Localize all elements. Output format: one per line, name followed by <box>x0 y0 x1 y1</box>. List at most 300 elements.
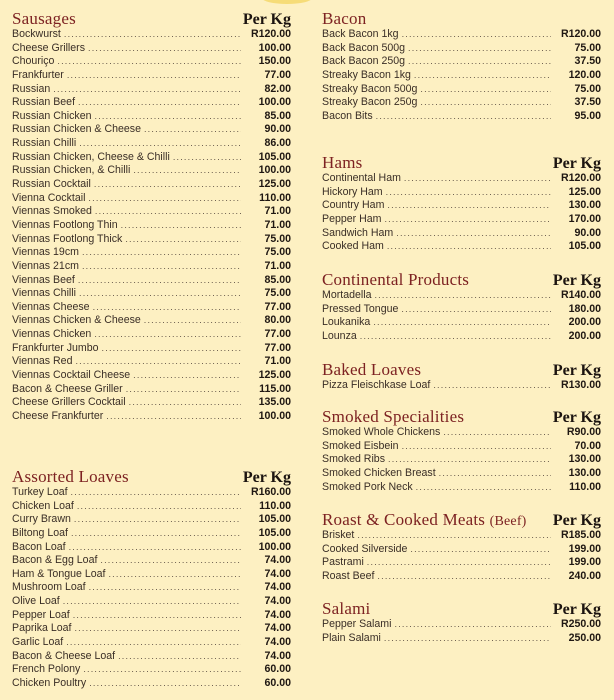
item-price: 199.00 <box>568 542 601 555</box>
item-price: 90.00 <box>574 226 601 239</box>
item-price: 250.00 <box>568 631 601 644</box>
section-title-text: Salami <box>322 599 371 618</box>
menu-item <box>12 383 291 397</box>
unit-label: Per Kg <box>552 272 601 289</box>
dot-leader <box>71 486 241 500</box>
item-price: R120.00 <box>560 172 601 184</box>
menu-item <box>12 314 291 328</box>
item-price: 130.00 <box>568 453 601 466</box>
item-price: 71.00 <box>264 218 291 231</box>
menu-item <box>322 556 601 570</box>
item-name: Viennas Beef <box>12 273 75 286</box>
dot-leader <box>73 609 241 623</box>
dot-leader <box>125 233 241 247</box>
item-price: 75.00 <box>264 246 291 259</box>
menu-item <box>322 240 601 254</box>
item-price: 74.00 <box>264 567 291 580</box>
menu-item <box>322 440 601 454</box>
dot-leader <box>420 83 551 97</box>
item-name: Pizza Fleischkase Loaf <box>322 379 431 391</box>
item-name: Back Bacon 1kg <box>322 28 399 40</box>
dot-leader <box>374 289 551 303</box>
item-name: Frankfurter Jumbo <box>12 341 99 354</box>
item-price: 74.00 <box>264 554 291 567</box>
item-name: French Polony <box>12 663 81 676</box>
dot-leader <box>106 410 241 424</box>
dot-leader <box>94 328 241 342</box>
dot-leader <box>88 42 241 56</box>
menu-item <box>12 301 291 315</box>
menu-item <box>12 69 291 83</box>
section-assorted-loaves <box>12 467 291 691</box>
dot-leader <box>83 663 241 677</box>
section-header <box>12 9 291 28</box>
item-price: 77.00 <box>264 68 291 81</box>
section-title <box>322 360 421 380</box>
menu-item <box>12 513 291 527</box>
menu-item <box>12 541 291 555</box>
menu-item <box>322 467 601 481</box>
item-name: Lounza <box>322 329 357 342</box>
item-name: Plain Salami <box>322 631 381 644</box>
menu-item <box>12 123 291 137</box>
dot-leader <box>173 151 241 165</box>
section-hams <box>322 153 601 254</box>
item-price: 74.00 <box>264 622 291 635</box>
dot-leader <box>53 83 241 97</box>
menu-item <box>322 632 601 646</box>
item-price: 199.00 <box>568 556 601 569</box>
item-price: R90.00 <box>566 426 601 438</box>
section-title <box>322 599 370 619</box>
menu-item <box>12 328 291 342</box>
item-price: 130.00 <box>568 466 601 479</box>
unit-label: Per Kg <box>242 11 291 28</box>
item-price: 100.00 <box>258 409 291 422</box>
menu-item <box>322 83 601 97</box>
dot-leader <box>377 570 551 584</box>
dot-leader <box>95 205 241 219</box>
item-price: R185.00 <box>560 529 601 541</box>
item-price: 105.00 <box>258 526 291 539</box>
dot-leader <box>144 314 241 328</box>
dot-leader <box>408 55 551 69</box>
dot-leader <box>118 650 241 664</box>
menu-item <box>12 110 291 124</box>
item-name: Sandwich Ham <box>322 226 394 239</box>
dot-leader <box>416 481 551 495</box>
dot-leader <box>395 618 552 632</box>
menu-item <box>322 570 601 584</box>
section-title-text: Assorted Loaves <box>12 467 129 486</box>
item-price: 95.00 <box>574 109 601 122</box>
item-name: Russian Chicken & Cheese <box>12 123 141 136</box>
item-price: 71.00 <box>264 259 291 272</box>
dot-leader <box>388 453 551 467</box>
item-price: 170.00 <box>568 212 601 225</box>
item-name: Roast Beef <box>322 569 375 582</box>
item-name: Pepper Ham <box>322 212 382 225</box>
item-name: Bacon Loaf <box>12 540 66 553</box>
dot-leader <box>401 303 551 317</box>
dot-leader <box>367 556 551 570</box>
item-price: 60.00 <box>264 676 291 689</box>
item-name: Russian Chilli <box>12 137 77 150</box>
menu-item <box>12 622 291 636</box>
menu-item <box>12 369 291 383</box>
item-name: Viennas Red <box>12 355 73 368</box>
section-title-text: Baked Loaves <box>322 360 422 379</box>
menu-item <box>322 303 601 317</box>
item-price: 105.00 <box>258 513 291 526</box>
item-price: 74.00 <box>264 649 291 662</box>
item-name: Russian <box>12 82 51 95</box>
item-name: Bacon & Egg Loaf <box>12 554 98 567</box>
item-name: Frankfurter <box>12 68 64 81</box>
item-price: R140.00 <box>560 289 601 301</box>
dot-leader <box>57 55 241 69</box>
dot-leader <box>121 219 241 233</box>
item-price: 100.00 <box>258 41 291 54</box>
menu-item <box>322 379 601 393</box>
dot-leader <box>93 301 241 315</box>
item-name: Viennas Cocktail Cheese <box>12 369 131 382</box>
dot-leader <box>384 632 551 646</box>
section-baked-loaves <box>322 360 601 393</box>
unit-label: Per Kg <box>552 409 601 426</box>
menu-item <box>12 83 291 97</box>
section-header <box>322 510 601 529</box>
section-subtitle: (Beef) <box>489 514 527 529</box>
decorative-shape <box>262 0 312 4</box>
item-name: Viennas Footlong Thin <box>12 218 118 231</box>
item-name: Mortadella <box>322 289 372 301</box>
dot-leader <box>89 581 241 595</box>
menu-item <box>12 609 291 623</box>
menu-item <box>12 500 291 514</box>
item-price: 75.00 <box>574 82 601 95</box>
dot-leader <box>133 164 241 178</box>
section-salami <box>322 599 601 645</box>
section-title <box>322 9 366 29</box>
item-name: Russian Beef <box>12 96 76 109</box>
item-price: 70.00 <box>574 439 601 452</box>
section-header <box>322 599 601 618</box>
item-price: 100.00 <box>258 164 291 177</box>
section-bacon <box>322 9 601 123</box>
item-name: Cheese Grillers <box>12 41 86 54</box>
dot-leader <box>79 137 241 151</box>
item-name: Streaky Bacon 500g <box>322 82 418 95</box>
section-title-text: Sausages <box>12 9 76 28</box>
dot-leader <box>63 595 241 609</box>
item-price: 135.00 <box>258 396 291 409</box>
unit-label: Per Kg <box>552 512 601 529</box>
item-name: Russian Chicken <box>12 109 92 122</box>
dot-leader <box>77 500 241 514</box>
item-price: 130.00 <box>568 199 601 212</box>
menu-item <box>322 316 601 330</box>
dot-leader <box>79 287 241 301</box>
menu-item <box>322 529 601 543</box>
item-name: Chouriço <box>12 55 55 68</box>
menu-item <box>12 636 291 650</box>
menu-item <box>12 96 291 110</box>
menu-item <box>322 172 601 186</box>
item-price: 60.00 <box>264 663 291 676</box>
item-name: Pepper Salami <box>322 618 392 630</box>
menu-item <box>322 426 601 440</box>
item-name: Bacon Bits <box>322 109 373 122</box>
menu-item <box>12 260 291 274</box>
item-price: 77.00 <box>264 300 291 313</box>
item-name: Viennas 19cm <box>12 246 79 259</box>
menu-item <box>12 164 291 178</box>
dot-leader <box>373 316 551 330</box>
item-name: Continental Ham <box>322 172 401 184</box>
item-name: Viennas Cheese <box>12 300 90 313</box>
menu-item <box>322 186 601 200</box>
item-name: Brisket <box>322 529 355 541</box>
section-continental-products <box>322 270 601 344</box>
item-price: 125.00 <box>258 369 291 382</box>
item-name: Chicken Poultry <box>12 676 87 689</box>
menu-item <box>322 543 601 557</box>
section-header <box>322 270 601 289</box>
menu-item <box>322 69 601 83</box>
item-price: 110.00 <box>569 480 601 493</box>
item-price: 90.00 <box>264 123 291 136</box>
item-price: 115.00 <box>259 382 291 395</box>
item-name: Smoked Eisbein <box>322 439 399 452</box>
menu-item <box>322 199 601 213</box>
menu-item <box>12 650 291 664</box>
menu-item <box>322 42 601 56</box>
menu-item <box>322 289 601 303</box>
item-price: 37.50 <box>574 96 601 109</box>
section-roast-cooked-meats <box>322 510 601 584</box>
dot-leader <box>78 96 241 110</box>
item-name: Back Bacon 250g <box>322 55 406 68</box>
section-header <box>322 9 601 28</box>
section-header <box>12 467 291 486</box>
item-price: 74.00 <box>264 636 291 649</box>
item-name: Country Ham <box>322 199 385 212</box>
dot-leader <box>66 636 241 650</box>
section-title-text: Bacon <box>322 9 367 28</box>
item-price: R120.00 <box>560 28 601 40</box>
item-name: Garlic Loaf <box>12 636 64 649</box>
menu-item <box>12 137 291 151</box>
menu-item <box>12 219 291 233</box>
section-title-text: Roast & Cooked Meats <box>322 510 486 529</box>
dot-leader <box>74 622 241 636</box>
item-name: Ham & Tongue Loaf <box>12 567 106 580</box>
menu-item <box>12 287 291 301</box>
unit-label: Per Kg <box>552 362 601 379</box>
menu-item <box>12 55 291 69</box>
menu-item <box>12 246 291 260</box>
dot-leader <box>126 383 241 397</box>
dot-leader <box>360 330 551 344</box>
section-title <box>322 153 362 173</box>
item-name: Pepper Loaf <box>12 608 70 621</box>
item-price: R250.00 <box>560 618 601 630</box>
section-header <box>322 407 601 426</box>
item-name: Viennas Chicken & Cheese <box>12 314 141 327</box>
dot-leader <box>67 69 241 83</box>
dot-leader <box>376 110 551 124</box>
item-name: Smoked Whole Chickens <box>322 426 441 438</box>
dot-leader <box>94 178 241 192</box>
menu-item <box>12 595 291 609</box>
menu-item <box>12 274 291 288</box>
dot-leader <box>386 186 551 200</box>
menu-item <box>322 227 601 241</box>
item-price: 74.00 <box>264 608 291 621</box>
menu-item <box>12 677 291 691</box>
item-name: Loukanika <box>322 316 371 329</box>
dot-leader <box>129 396 241 410</box>
item-price: 71.00 <box>264 205 291 218</box>
item-price: 80.00 <box>264 314 291 327</box>
item-price: 125.00 <box>568 185 601 198</box>
item-price: 74.00 <box>264 581 291 594</box>
menu-item <box>322 618 601 632</box>
item-price: 71.00 <box>264 355 291 368</box>
item-name: Pastrami <box>322 556 364 569</box>
item-name: Viennas Smoked <box>12 205 92 218</box>
menu-item <box>12 205 291 219</box>
dot-leader <box>408 42 551 56</box>
item-name: Streaky Bacon 1kg <box>322 68 411 81</box>
item-price: 180.00 <box>568 302 601 315</box>
section-header <box>322 360 601 379</box>
item-price: 74.00 <box>264 595 291 608</box>
menu-item <box>322 28 601 42</box>
unit-label: Per Kg <box>242 469 291 486</box>
menu-item <box>12 28 291 42</box>
menu-item <box>12 342 291 356</box>
item-name: Viennas 21cm <box>12 259 79 272</box>
item-name: Mushroom Loaf <box>12 581 86 594</box>
menu-item <box>12 486 291 500</box>
item-name: Viennas Chicken <box>12 328 92 341</box>
menu-item <box>12 355 291 369</box>
dot-leader <box>71 527 241 541</box>
item-price: 100.00 <box>258 540 291 553</box>
item-price: 125.00 <box>258 178 291 191</box>
item-name: Back Bacon 500g <box>322 41 406 54</box>
section-title <box>12 9 76 29</box>
item-name: Cooked Silverside <box>322 542 408 555</box>
item-price: R130.00 <box>560 379 601 391</box>
item-price: 37.50 <box>574 55 601 68</box>
item-price: 75.00 <box>264 232 291 245</box>
item-name: Viennas Footlong Thick <box>12 232 123 245</box>
section-title-text: Smoked Specialities <box>322 407 465 426</box>
dot-leader <box>410 543 551 557</box>
item-price: 150.00 <box>258 55 291 68</box>
dot-leader <box>74 513 241 527</box>
item-name: Smoked Pork Neck <box>322 480 413 493</box>
item-name: Russian Cocktail <box>12 178 91 191</box>
dot-leader <box>108 568 241 582</box>
dot-leader <box>75 355 241 369</box>
dot-leader <box>82 246 241 260</box>
menu-item <box>12 178 291 192</box>
item-price: 77.00 <box>264 328 291 341</box>
menu-item <box>322 96 601 110</box>
unit-label: Per Kg <box>552 155 601 172</box>
item-price: 240.00 <box>568 569 601 582</box>
item-name: Streaky Bacon 250g <box>322 96 418 109</box>
menu-item <box>322 55 601 69</box>
menu-item <box>322 453 601 467</box>
menu-item <box>322 330 601 344</box>
item-name: Curry Brawn <box>12 513 71 526</box>
item-name: Cooked Ham <box>322 240 384 253</box>
item-name: Cheese Grillers Cocktail <box>12 396 126 409</box>
menu-item <box>12 396 291 410</box>
dot-leader <box>402 28 551 42</box>
item-price: 75.00 <box>264 287 291 300</box>
dot-leader <box>88 192 241 206</box>
dot-leader <box>82 260 241 274</box>
dot-leader <box>414 69 551 83</box>
dot-leader <box>396 227 551 241</box>
item-name: Turkey Loaf <box>12 486 68 498</box>
item-price: 82.00 <box>264 82 291 95</box>
unit-label: Per Kg <box>552 601 601 618</box>
menu-item <box>12 527 291 541</box>
item-price: R160.00 <box>250 486 291 498</box>
item-name: Viennas Chilli <box>12 287 76 300</box>
item-name: Biltong Loaf <box>12 526 68 539</box>
item-price: 200.00 <box>568 329 601 342</box>
menu-item <box>12 192 291 206</box>
menu-item <box>12 581 291 595</box>
section-sausages <box>12 9 291 424</box>
item-price: 85.00 <box>264 109 291 122</box>
item-name: Smoked Chicken Breast <box>322 466 436 479</box>
dot-leader <box>387 199 551 213</box>
item-name: Bockwurst <box>12 28 61 40</box>
item-price: 75.00 <box>574 41 601 54</box>
item-name: Paprika Loaf <box>12 622 72 635</box>
dot-leader <box>69 541 241 555</box>
menu-item <box>12 151 291 165</box>
dot-leader <box>402 440 551 454</box>
section-title <box>322 270 469 290</box>
item-price: 120.00 <box>568 68 601 81</box>
item-price: 100.00 <box>258 96 291 109</box>
menu-item <box>12 410 291 424</box>
item-price: 77.00 <box>264 341 291 354</box>
section-title <box>322 407 464 427</box>
dot-leader <box>387 240 551 254</box>
item-price: 200.00 <box>568 316 601 329</box>
dot-leader <box>420 96 551 110</box>
dot-leader <box>102 342 241 356</box>
dot-leader <box>78 274 241 288</box>
section-header <box>322 153 601 172</box>
section-smoked-specialities <box>322 407 601 494</box>
item-price: 105.00 <box>568 240 601 253</box>
item-name: Russian Chicken, & Chilli <box>12 164 131 177</box>
section-title-text: Continental Products <box>322 270 470 289</box>
dot-leader <box>443 426 551 440</box>
